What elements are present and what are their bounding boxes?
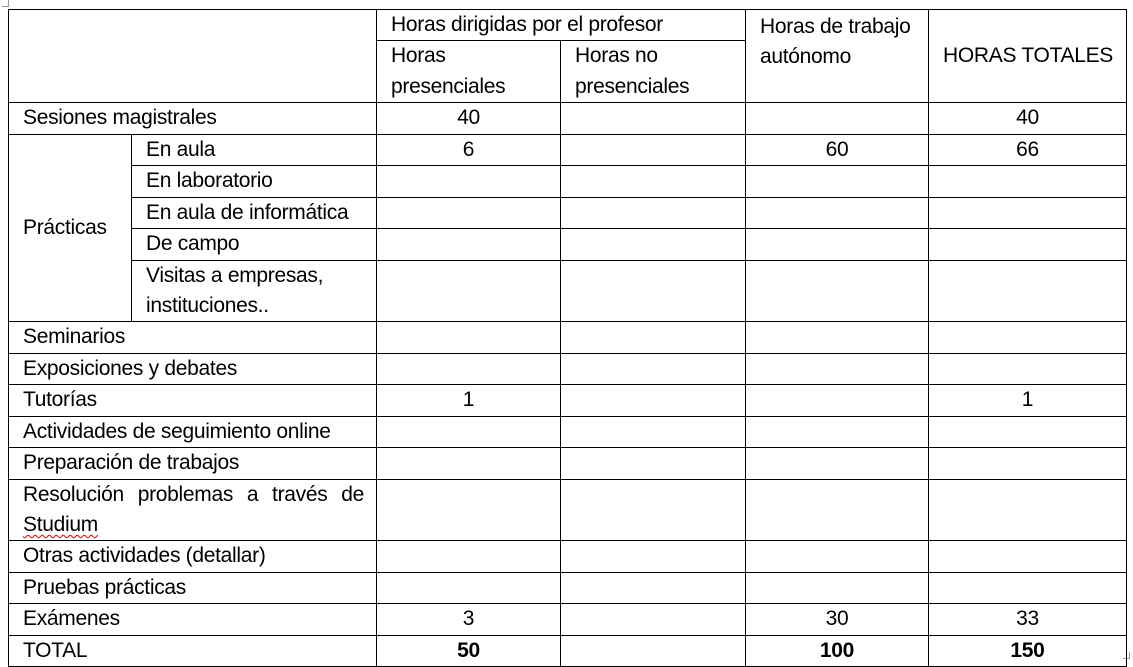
cell-presenciales	[377, 260, 561, 322]
cell-totales	[929, 479, 1127, 541]
table-row	[9, 229, 1127, 260]
cell-no-presenciales	[561, 260, 746, 322]
cell-autonomo: 30	[746, 604, 929, 635]
header-empty-cell	[9, 10, 377, 103]
cell-autonomo	[746, 479, 929, 541]
row-label: TOTAL	[9, 635, 377, 666]
cell-presenciales	[377, 322, 561, 353]
table-row	[9, 385, 1127, 416]
cell-autonomo	[746, 541, 929, 572]
row-label: Resolución problemas a través de	[23, 482, 364, 506]
cell-no-presenciales	[561, 229, 746, 260]
row-label: Tutorías	[9, 385, 377, 416]
cell-no-presenciales	[561, 322, 746, 353]
cell-no-presenciales	[561, 134, 746, 165]
cell-totales	[929, 166, 1127, 197]
cell-presenciales: 3	[377, 604, 561, 635]
cell-totales	[929, 197, 1127, 228]
cell-presenciales	[377, 479, 561, 541]
cell-totales	[929, 572, 1127, 603]
header-group-label: Horas dirigidas por el profesor	[377, 10, 746, 41]
cell-totales	[929, 541, 1127, 572]
table-row	[9, 322, 1127, 353]
cell-autonomo	[746, 166, 929, 197]
cell-no-presenciales	[561, 541, 746, 572]
row-label: Pruebas prácticas	[9, 572, 377, 603]
page-corner-mark	[2, 0, 9, 7]
cell-presenciales	[377, 197, 561, 228]
table-row	[9, 572, 1127, 603]
cell-presenciales: 1	[377, 385, 561, 416]
hours-table	[8, 9, 1127, 667]
cell-no-presenciales	[561, 635, 746, 666]
row-label: En laboratorio	[132, 166, 377, 197]
row-label: Exposiciones y debates	[9, 353, 377, 384]
cell-no-presenciales	[561, 572, 746, 603]
cell-autonomo	[746, 385, 929, 416]
header-totales: HORAS TOTALES	[929, 10, 1127, 103]
header-presenciales: Horas presenciales	[377, 41, 561, 103]
cell-no-presenciales	[561, 103, 746, 134]
cell-totales	[929, 260, 1127, 322]
row-label: Seminarios	[9, 322, 377, 353]
table-row	[9, 604, 1127, 635]
cell-autonomo	[746, 322, 929, 353]
cell-totales: 66	[929, 134, 1127, 165]
cell-autonomo	[746, 572, 929, 603]
table-row	[9, 134, 1127, 165]
row-label: En aula	[132, 134, 377, 165]
cell-totales: 33	[929, 604, 1127, 635]
cell-presenciales	[377, 166, 561, 197]
cell-no-presenciales	[561, 416, 746, 447]
spellcheck-word: Studium	[23, 513, 98, 536]
cell-totales	[929, 448, 1127, 479]
cell-no-presenciales	[561, 197, 746, 228]
cell-presenciales	[377, 448, 561, 479]
row-label: Actividades de seguimiento online	[9, 416, 377, 447]
table-row	[9, 479, 1127, 541]
cell-presenciales: 50	[377, 635, 561, 666]
cell-totales	[929, 416, 1127, 447]
cell-totales: 150	[929, 635, 1127, 666]
table-row	[9, 197, 1127, 228]
cell-presenciales	[377, 572, 561, 603]
cell-presenciales	[377, 229, 561, 260]
cell-totales: 40	[929, 103, 1127, 134]
table-row	[9, 103, 1127, 134]
cell-presenciales: 40	[377, 103, 561, 134]
table-row	[9, 448, 1127, 479]
row-label-resolucion	[9, 479, 377, 541]
cell-no-presenciales	[561, 353, 746, 384]
cell-totales	[929, 353, 1127, 384]
row-label: Otras actividades (detallar)	[9, 541, 377, 572]
cell-totales: 1	[929, 385, 1127, 416]
cell-autonomo	[746, 197, 929, 228]
cell-no-presenciales	[561, 166, 746, 197]
cell-autonomo	[746, 416, 929, 447]
cell-autonomo	[746, 103, 929, 134]
cell-no-presenciales	[561, 385, 746, 416]
table-row	[9, 541, 1127, 572]
practicas-label: Prácticas	[9, 134, 132, 322]
header-row-1	[9, 10, 1127, 41]
row-label: En aula de informática	[132, 197, 377, 228]
cell-autonomo: 60	[746, 134, 929, 165]
header-no-presenciales: Horas no presenciales	[561, 41, 746, 103]
cell-totales	[929, 229, 1127, 260]
table-row	[9, 166, 1127, 197]
table-row	[9, 260, 1127, 322]
row-label: Exámenes	[9, 604, 377, 635]
cell-autonomo	[746, 229, 929, 260]
cell-presenciales	[377, 353, 561, 384]
cell-totales	[929, 322, 1127, 353]
row-label: Visitas a empresas, instituciones..	[132, 260, 377, 322]
cell-autonomo	[746, 260, 929, 322]
cell-autonomo	[746, 448, 929, 479]
cell-autonomo	[746, 353, 929, 384]
row-label: Sesiones magistrales	[9, 103, 377, 134]
cell-no-presenciales	[561, 604, 746, 635]
table-row	[9, 416, 1127, 447]
table-row	[9, 353, 1127, 384]
total-row	[9, 635, 1127, 666]
cell-no-presenciales	[561, 448, 746, 479]
cell-presenciales	[377, 416, 561, 447]
cell-no-presenciales	[561, 479, 746, 541]
row-label: De campo	[132, 229, 377, 260]
cell-autonomo: 100	[746, 635, 929, 666]
row-label: Preparación de trabajos	[9, 448, 377, 479]
cell-presenciales	[377, 541, 561, 572]
cell-presenciales: 6	[377, 134, 561, 165]
header-autonomo: Horas de trabajo autónomo	[746, 10, 929, 103]
